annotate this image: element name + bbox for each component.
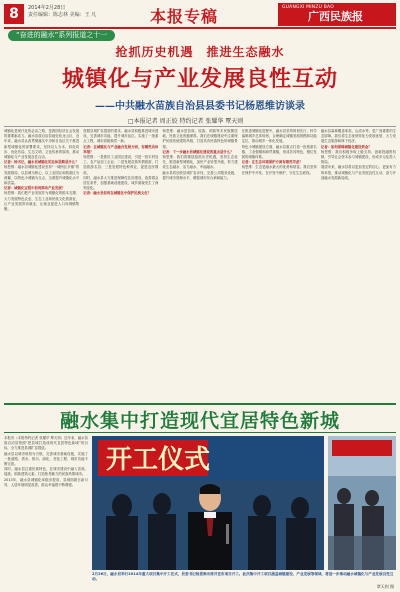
paragraph: 同时，融水县注重民族特色，在城市建设中融入苗族、瑶族、侗族建筑元素，打造独具魅力的民族风情城市。 xyxy=(4,467,88,477)
article2-text xyxy=(4,436,88,586)
article-column xyxy=(242,129,317,401)
section-title: 本报专稿 xyxy=(150,7,219,26)
logo-pinyin: GUANGXI MINZU BAO xyxy=(282,5,334,10)
banner-text: 开工仪式 xyxy=(106,445,211,475)
series-tag: “奋进的融水”系列报道之十一 xyxy=(8,30,115,41)
article-column xyxy=(162,129,237,401)
paragraph: 杨恩维：融水县城镇化建设坚持“一城两区多镇”的发展格局，以县城为核心，以工业园区和旅游区为两翼，以特色小城镇为支点，全面提升城镇化水平和质量。 xyxy=(4,165,80,186)
divider xyxy=(4,126,396,127)
article-column xyxy=(4,129,79,401)
paragraph: 本报讯（本报特约记者 张耀华 覃天则）近年来，融水苗族自治县按照“把县城打造成现代宜居特色新城”的目标，全力推进县城扩容提质。 xyxy=(4,436,88,451)
question: 记者：下一步融水县城镇化建设的重点是什么？ xyxy=(162,149,234,154)
paragraph: 按照县城扩容提质的要求，融水县积极推进城市建设，完善城市功能，提升城市品位。实施了一批重点工程，城市面貌焕然一新。 xyxy=(83,129,159,144)
photographer-credit: 覃天则 摄 xyxy=(376,584,394,589)
news-photo xyxy=(92,436,324,570)
paragraph: 展望未来，融水县将以更加坚定的信心、更加有力的举措，推动城镇化与产业发展良性互动，奋力开创融水发展新局面。 xyxy=(320,165,397,180)
paragraph: 同时，融水县大力推进保障性住房建设，改善群众居住条件，加强基础设施建设，城乡面貌发生了深刻变化。 xyxy=(83,175,159,191)
paragraph: 城镇化是现代化的必由之路，是我国经济社会发展的重要驱动力。融水苗族自治县地处桂北山区，近年来，融水县认真贯彻落实中央和自治区关于推进新型城镇化的部署要求，坚持以人为本、四化同步、优化布局、生态文明、文化传承的原则，推动城镇化与产业发展良性互动。 xyxy=(4,129,80,160)
newspaper-logo xyxy=(278,3,396,26)
article-byline: □本报记者 周正姣 特约记者 张耀华 覃天则 xyxy=(128,118,244,125)
section-divider xyxy=(4,403,396,405)
paragraph: 杨恩维：生态是融水最大的优势和财富。我们坚持在保护中开发，在开发中保护，守住生态底线。 xyxy=(241,165,317,175)
question: 记者：融水县如何在城镇化中保护民族文化？ xyxy=(83,191,152,196)
paragraph: 杨恩维：融水是苗族、瑶族、侗族等多民族聚居地，民族文化底蕴深厚。我们在城镇建设中注重保护民族传统建筑风格，打造具有民族特色的城镇景观。 xyxy=(162,129,238,149)
page-number: 8 xyxy=(4,4,24,24)
paragraph: 融水县森林覆盖率高，山清水秀，是广西重要的生态屏障。我们将生态优势转化为发展优势，大力发展生态旅游和林下经济。 xyxy=(320,129,397,144)
paragraph: 杨恩维：一是抓好工业园区建设，引进一批木材加工、农产品加工企业；二是发展苗族风情旅游，打造旅游名县；三是发展特色种养业，促进农民增收。 xyxy=(83,155,159,175)
photo-illustration xyxy=(92,436,324,570)
issue-info xyxy=(28,5,96,19)
paragraph: 特色小城镇建设方面，融水县重点打造一批旅游名镇、工业强镇和商贸重镇，形成各具特色、错位发展的城镇体系。 xyxy=(241,144,317,160)
paragraph: 杨恩维：我们积极争取上级支持，创新投融资机制，引导社会资本参与城镇建设，形成多元化投入格局。 xyxy=(320,149,397,165)
photo-illustration xyxy=(328,436,396,570)
paragraph: 融水县以城市规划为引领，完善城市基础设施，实施了一批道路、供水、排污、绿化、亮化工程，城市功能不断完善。 xyxy=(4,451,88,467)
article-column xyxy=(83,129,158,401)
article-subhead: ——中共融水苗族自治县县委书记杨恩维访谈录 xyxy=(95,101,305,112)
paragraph: 杨恩维：我们把产业发展作为城镇化的根本支撑，大力发展特色农业、生态工业和民族文化旅游业，让产业发展带动就业，让就业促进人口向城镇集聚。 xyxy=(4,191,80,212)
article2-headline: 融水集中打造现代宜居特色新城 xyxy=(59,410,340,432)
masthead-rule xyxy=(4,27,396,29)
paragraph: 2013年，融水县城镇化率稳步提高，县城面貌日新月异，人居环境明显改善，群众幸福感不断增强。 xyxy=(4,477,88,487)
article-column xyxy=(321,129,396,401)
issue-editor: 责任编辑：陈志林 美编：王 凡 xyxy=(28,12,97,18)
question: 记者：杨书记，融水县城镇化的总体思路是什么？ xyxy=(4,160,79,165)
issue-date: 2014年2月28日 xyxy=(28,5,66,11)
article-kicker: 抢抓历史机遇 推进生态融水 xyxy=(115,45,285,59)
logo-text: 广西民族报 xyxy=(308,10,363,23)
photo-caption: 2月26日，融水县举行2014年重大项目集中开工仪式，县委书记杨恩维出席并宣布项目开工。此次集中开工项目涵盖城镇建设、产业发展等领域，将进一步推动融水城镇化与产业发展良性互动。 xyxy=(92,572,394,581)
article-headline: 城镇化与产业发展良性互动 xyxy=(61,66,338,92)
paragraph: 杨恩维：我们将继续抢抓历史机遇，坚持生态优先，推进新型城镇化，加快产业转型升级，努力建设生态融水、活力融水、幸福融水。 xyxy=(162,155,238,170)
divider xyxy=(4,432,396,433)
question: 记者：城镇化过程中如何推动产业发展？ xyxy=(4,186,66,191)
article-columns xyxy=(4,129,396,401)
question: 记者：在生态环境保护方面有哪些考虑？ xyxy=(241,160,303,165)
paragraph: 在推进城镇化进程中，融水县坚持规划先行，科学编制城乡总体规划，合理确定城镇发展规模和功能定位，推动城乡一体化发展。 xyxy=(241,129,317,144)
question: 记者：如何保障城镇化建设资金？ xyxy=(320,144,372,149)
paragraph: 融水县将加快县城扩容步伐，完善公共服务设施，提升城市管理水平，增强城市综合承载能力。 xyxy=(162,170,238,180)
news-photo-secondary xyxy=(328,436,396,570)
question: 记者：在城镇化与产业融合发展方面，有哪些具体举措？ xyxy=(83,144,159,154)
